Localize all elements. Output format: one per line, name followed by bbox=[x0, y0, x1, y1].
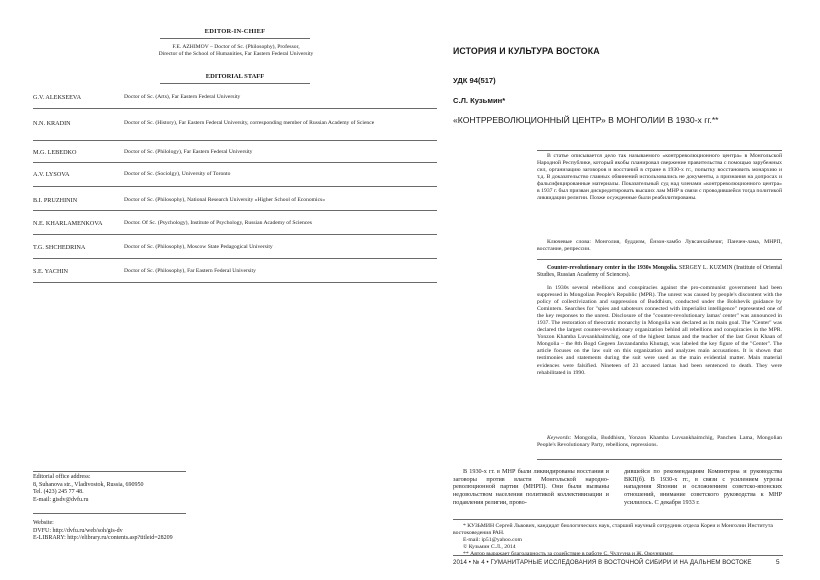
page-number: 5 bbox=[776, 559, 780, 566]
staff-description: Doctor of Sc. (Philosophy), Moscow State Pedagogical University bbox=[124, 244, 273, 250]
row-divider bbox=[33, 108, 437, 109]
staff-name: A.V. LYSOVA bbox=[33, 171, 70, 178]
footnote-divider bbox=[453, 519, 783, 520]
editor-in-chief-info bbox=[68, 44, 404, 59]
editorial-staff-heading: EDITORIAL STAFF bbox=[205, 73, 265, 80]
staff-name: B.I. PRUZHININ bbox=[33, 197, 78, 204]
abstract-divider bbox=[537, 259, 782, 260]
staff-name: M.G. LEBEDKO bbox=[33, 149, 77, 156]
office-email[interactable]: E-mail: gisdv@dvfu.ru bbox=[33, 496, 89, 503]
abstract-divider bbox=[537, 150, 782, 151]
staff-description: Doctor. Of Sc. (Psychology), Institute of Psychology, Russian Academy of Sciences bbox=[124, 220, 312, 226]
row-divider bbox=[33, 282, 437, 283]
office-street: 8, Suhanova str., Vladivostok, Russia, 690950 bbox=[33, 481, 144, 488]
staff-name: G.V. ALEKSEEVA bbox=[33, 94, 82, 101]
body-text-column-1: В 1930-х гг. в МНР были ликвидированы восстания и заговоры против власти Монгольской народно-революционной партии (МНРП). Они были вызваны недовольством населения политикой коллективизации и подавления религии, прово- bbox=[453, 468, 609, 506]
abstract-divider bbox=[537, 459, 782, 460]
keywords-russian: Ключевые слова: Монголия, буддизм, Ёнзон-хамбо Лувсанхаймчиг, Панчен-лама, МНРП, восстание, репрессии. bbox=[537, 239, 782, 253]
office-divider bbox=[33, 471, 186, 472]
row-divider bbox=[33, 234, 437, 235]
heading-divider bbox=[160, 38, 310, 39]
footnotes bbox=[453, 523, 783, 558]
abstract-english: In 1930s several rebellions and conspiracies against the pro-communist government had been suppressed in Mongolian People's Republic (MPR). The unrest was caused by people's discontent with the policy of collectivization and suppression of Buddhism, conducted under the Bolshevik guidance by Comintern. Searches for "spies and saboteurs connected with imperialist intelligence" represented one of the key responses to the unrest. Disclosure of the "counter-revolutionary lamas' center" was announced in 1937. The restoration of theocratic monarchy in Mongolia was declared as its main goal. The "Center" was declared the largest counter-revolutionary organization behind all rebellions and conspiracies in the MPR. Yonzon Khamba Luvsankhaimchig, one of the highest lamas and the teacher of the last Great Khaan of Mongolia – the 8th Bogd Gegeen Javzandamba Khutagt, was labeled the key figure of the "Center". The article focuses on the law suit on this organization and analyzes main accusations. It is shown that testimonies and statements during the suit were used as the main evidential matter. Main material evidences were falsified. Nineteen of 23 accused lamas had been sentenced to death. They were rehabilitated in 1990. bbox=[537, 285, 782, 376]
staff-name: T.G. SHCHEDRINA bbox=[33, 244, 86, 251]
staff-description: Doctor of Sc. (Philosophy), National Research University «Higher School of Economics» bbox=[124, 197, 326, 203]
body-text-column-2: дившейся по рекомендациям Коминтерна и руководства ВКП(б). В 1930-х гг., в связи с усилением угрозы нападения Японии и осложнением советско-японских отношений, внимание советского руководства к МНР усилилось. С декабря 1933 г. bbox=[624, 468, 782, 506]
article-author: С.Л. Кузьмин* bbox=[453, 96, 506, 105]
row-divider bbox=[33, 162, 437, 163]
editor-in-chief-line1: F.E. AZHIMOV – Doctor of Sc. (Philosophy), Professor, bbox=[172, 44, 300, 50]
heading-divider bbox=[160, 83, 310, 84]
staff-name: N.N. KRADIN bbox=[33, 120, 71, 127]
editorial-office-address bbox=[33, 474, 144, 504]
row-divider bbox=[33, 140, 437, 141]
staff-description: Doctor of Sc. (Philosophy), Far Eastern Federal University bbox=[124, 268, 256, 274]
website-label: Website: bbox=[33, 520, 54, 526]
keywords-label: Keywords bbox=[547, 435, 570, 441]
row-divider bbox=[33, 258, 437, 259]
footnote-author: * КУЗЬМИН Сергей Львович, кандидат биологических наук, старший научный сотрудник отдела Кореи и Монголии Института востоковедения РАН. bbox=[453, 523, 773, 537]
editor-in-chief-heading: EDITOR-IN-CHIEF bbox=[204, 28, 266, 35]
footnote-copyright: © Кузьмин С.Л., 2014 bbox=[463, 544, 516, 551]
udk-code: УДК 94(517) bbox=[453, 76, 496, 85]
website-elibrary-link[interactable]: E-LIBRARY: http://elibrary.ru/contents.asp?titleid=28209 bbox=[33, 535, 173, 542]
keywords-list: : Mongolia, Buddhism, Yonzon Khamba Luvsankhaimchig, Panchen Lama, Mongolian People's Revolutionary Party, rebellions, repressions. bbox=[537, 435, 782, 449]
row-divider bbox=[33, 186, 437, 187]
staff-description: Doctor of Sc. (Sociolgy), University of Toronto bbox=[124, 171, 231, 177]
editor-in-chief-line2: Director of the School of Humanities, Far Eastern Federal University bbox=[158, 51, 314, 58]
journal-footer: 2014 • № 4 • ГУМАНИТАРНЫЕ ИССЛЕДОВАНИЯ В ВОСТОЧНОЙ СИБИРИ И НА ДАЛЬНЕМ ВОСТОКЕ bbox=[453, 559, 752, 566]
office-phone: Tel. (423) 245 77 48. bbox=[33, 489, 84, 496]
staff-description: Doctor of Sc. (Philology), Far Eastern Federal University bbox=[124, 149, 253, 155]
website-divider bbox=[33, 513, 186, 514]
office-label: Editorial office address: bbox=[33, 474, 91, 480]
english-abstract-heading bbox=[537, 265, 782, 279]
staff-name: N.E. KHARLAMENKOVA bbox=[33, 220, 103, 227]
staff-description: Doctor of Sc. (History), Far Eastern Federal University, corresponding member of Russian Academy of Science bbox=[124, 120, 375, 126]
article-title: «КОНТРРЕВОЛЮЦИОННЫЙ ЦЕНТР» В МОНГОЛИИ В 1930-х гг.** bbox=[453, 115, 719, 125]
english-title: Counter-revolutionary center in the 1930s Mongolia. bbox=[547, 265, 678, 271]
website-block bbox=[33, 520, 173, 543]
english-author-affiliation: SERGEY L. KUZMIN (Institute of Oriental Studies, Russian Academy of Sciences). bbox=[537, 265, 782, 279]
staff-description: Doctor of Sc. (Arts), Far Eastern Federal University bbox=[124, 94, 241, 100]
abstract-russian: В статье описывается дело так называемого «контрреволюционного центра» в Монгольской Народной Республике, который якобы планировал свержение правительства с помощью зарубежных сил, организацию заговоров и восстаний в стране в 1930-х гг., попытку восстановить монархию и т.д. В доказательство главных обвинений использовались не документы, а признания на допросах и фальсифицированные материалы. Показательный суд над членами «контрреволюционного центра» в 1937 г. был призван дискредитировать высших лам МНР в связи с проводившейся тогда политикой ликвидации религии. Позже осужденные были реабилитированы. bbox=[537, 153, 782, 202]
footnote-email[interactable]: E-mail: ip51@yahoo.com bbox=[463, 537, 522, 544]
journal-section-title: ИСТОРИЯ И КУЛЬТУРА ВОСТОКА bbox=[453, 46, 600, 56]
website-dvfu-link[interactable]: DVFU: http://dvfu.ru/web/soh/gis-dv bbox=[33, 527, 123, 534]
row-divider bbox=[33, 210, 437, 211]
keywords-english bbox=[537, 435, 782, 449]
footer-divider bbox=[453, 555, 783, 556]
staff-name: S.E. YACHIN bbox=[33, 268, 69, 275]
footnote-acknowledgement: ** Автор выражает благодарность за содействие в работе С. Чулууна и Ж. Оюунчимэг. bbox=[463, 551, 674, 558]
